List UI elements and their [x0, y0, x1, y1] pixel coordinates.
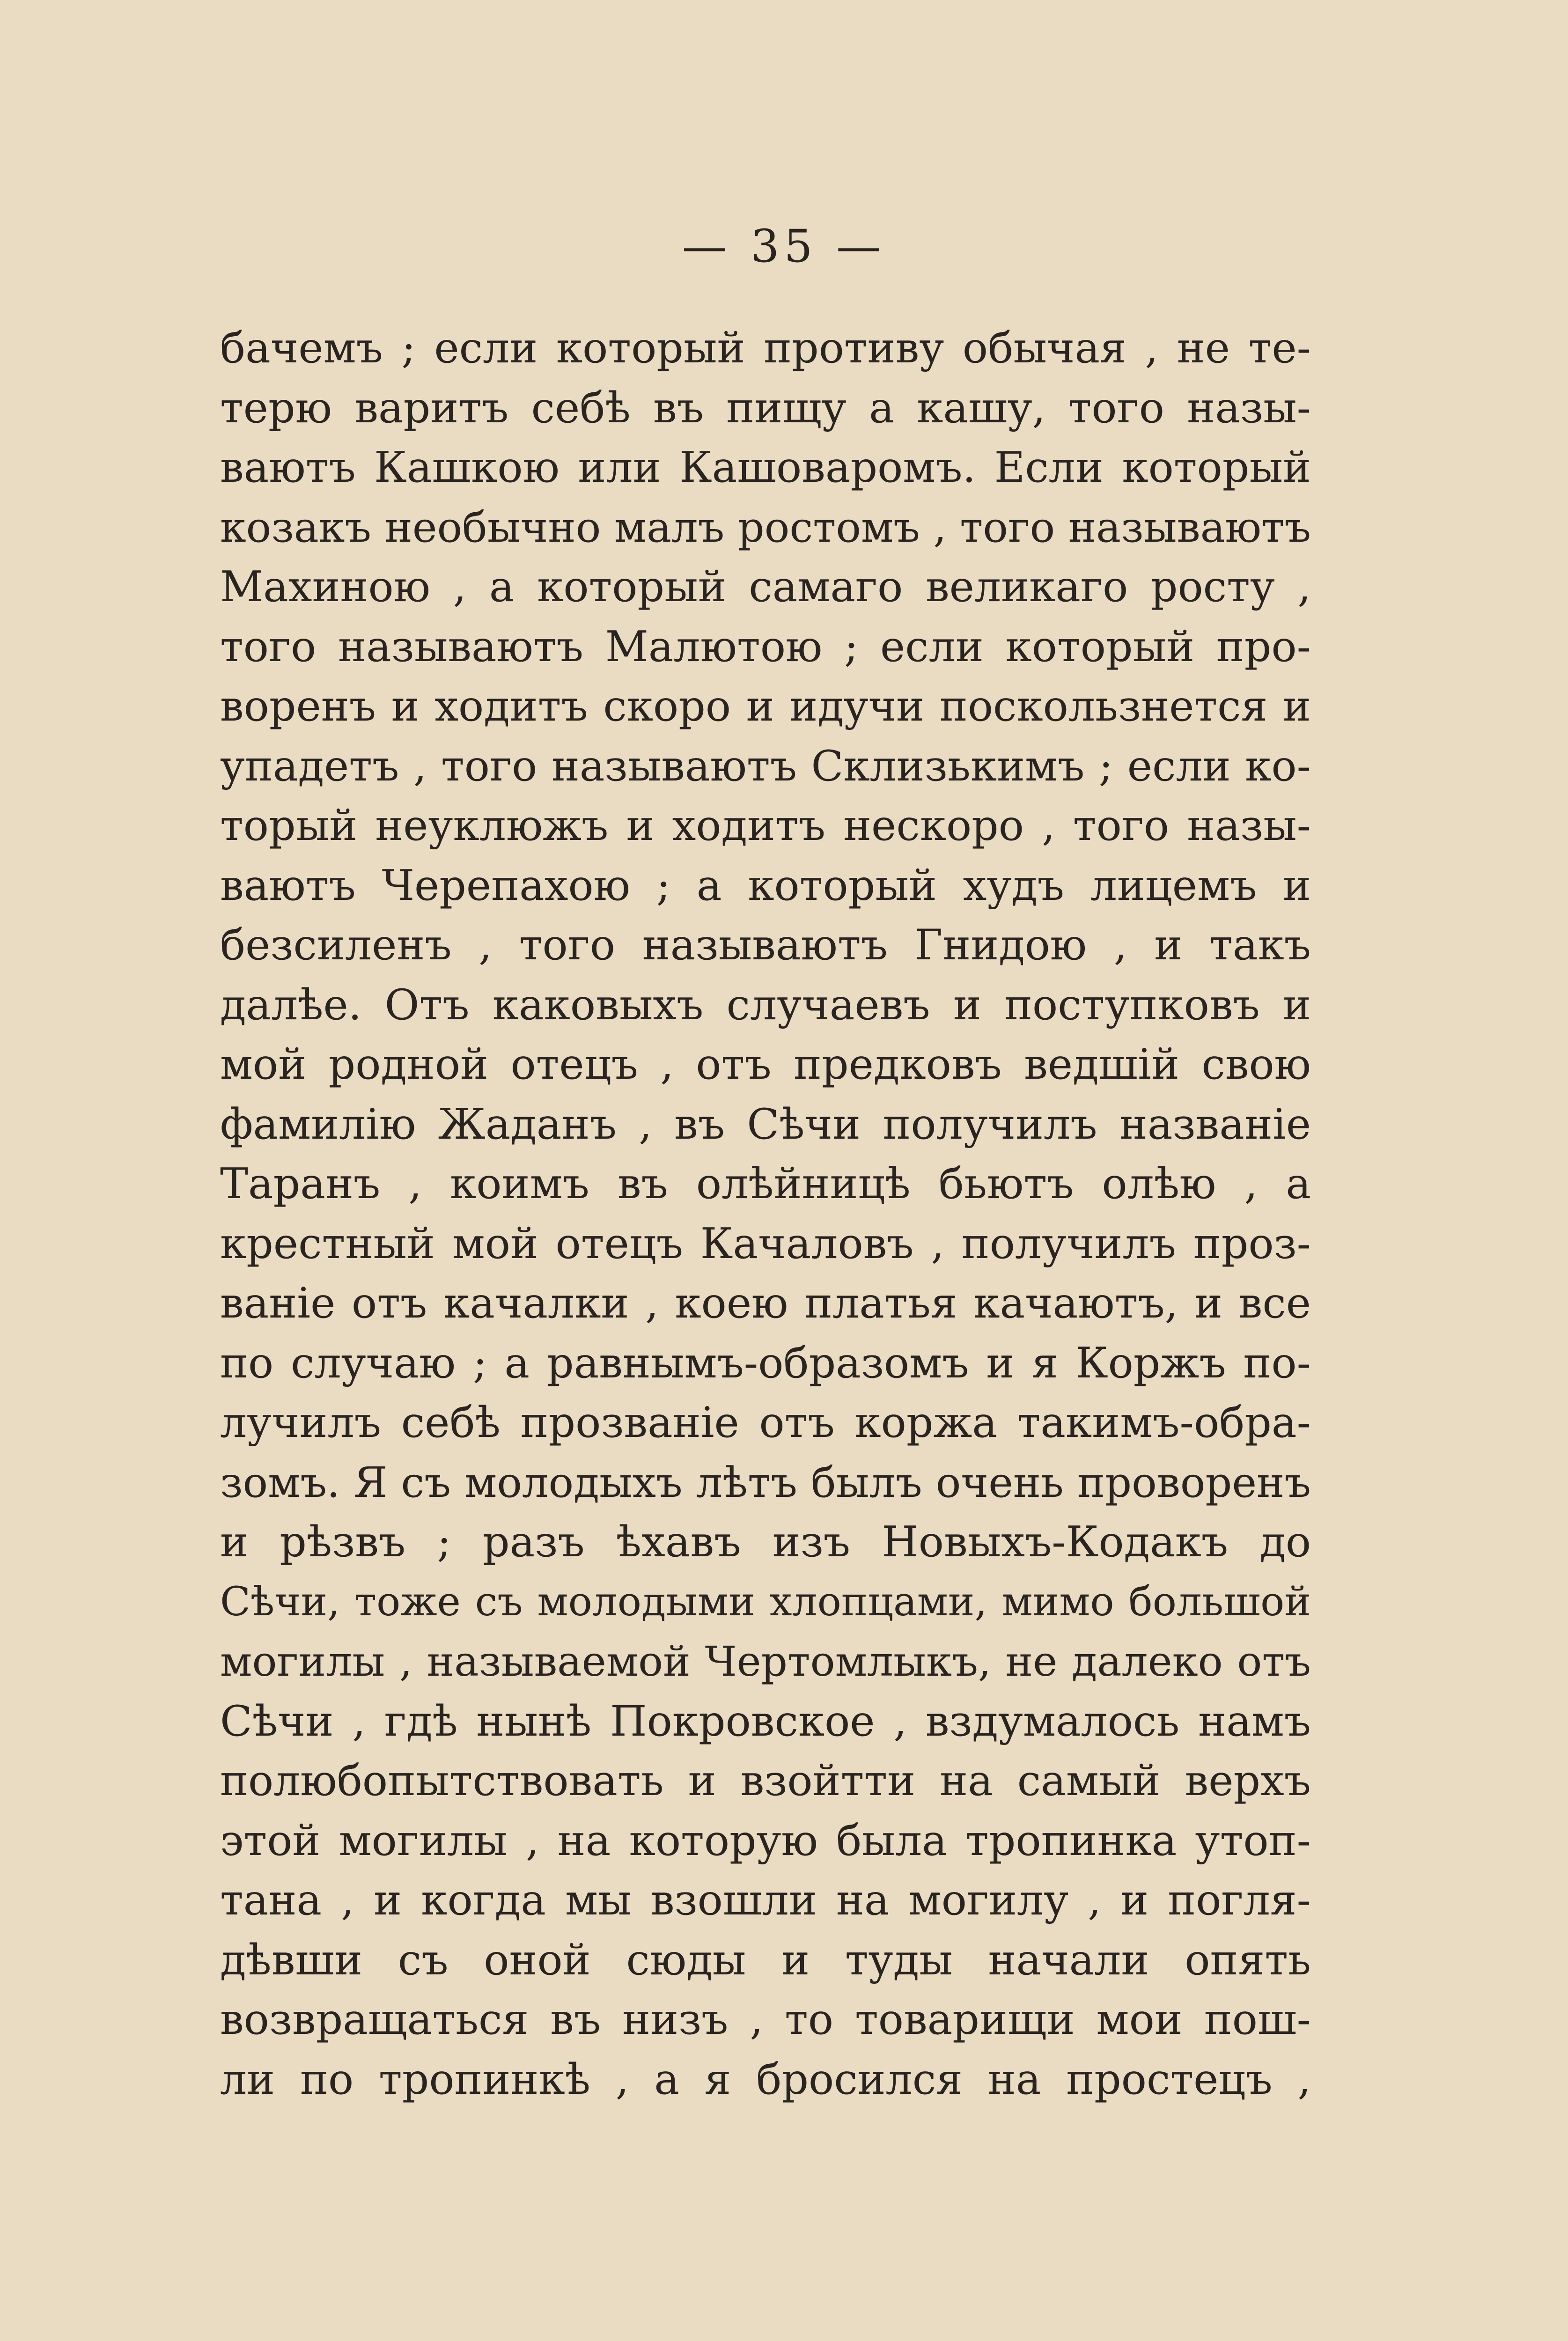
text-line: Сѣчи, тоже съ молодыми хлопцами, мимо большой	[220, 1578, 1311, 1625]
text-line: ваютъ Черепахою ; а который худъ лицемъ и	[220, 861, 1311, 910]
text-line: бачемъ ; если который противу обычая , не те-	[220, 324, 1311, 373]
page-number: — 35 —	[682, 220, 886, 272]
text-line: воренъ и ходитъ скоро и идучи поскользнется и	[220, 682, 1311, 731]
text-line: Таранъ , коимъ въ олѣйницѣ бьютъ олѣю , а	[220, 1159, 1311, 1208]
text-line: дѣвши съ оной сюды и туды начали опять	[220, 1935, 1311, 1985]
text-line: ли по тропинкѣ , а я бросился на простецъ ,	[220, 2054, 1311, 2104]
text-line: Сѣчи , гдѣ нынѣ Покровское , вздумалось намъ	[220, 1696, 1311, 1746]
text-line: и рѣзвъ ; разъ ѣхавъ изъ Новыхъ-Кодакъ до	[220, 1517, 1311, 1567]
text-line: безсиленъ , того называютъ Гнидою , и такъ	[220, 920, 1311, 970]
text-line: торый неуклюжъ и ходитъ нескоро , того назы-	[220, 801, 1311, 850]
text-line: терю варитъ себѣ въ пищу а кашу, того назы-	[220, 383, 1311, 433]
text-line: полюбопытствовать и взойтти на самый верхъ	[220, 1756, 1311, 1805]
text-line: упадетъ , того называютъ Склизькимъ ; если ко-	[220, 741, 1311, 791]
text-line: лучилъ себѣ прозваніе отъ коржа такимъ-обра-	[220, 1398, 1311, 1447]
text-line: по случаю ; а равнымъ-образомъ и я Коржъ по-	[220, 1338, 1311, 1388]
text-line: зомъ. Я съ молодыхъ лѣтъ былъ очень проворенъ	[220, 1458, 1311, 1507]
text-line: козакъ необычно малъ ростомъ , того называютъ	[220, 502, 1311, 552]
text-line: могилы , называемой Чертомлыкъ, не далеко отъ	[220, 1637, 1311, 1686]
text-line: фамилію Жаданъ , въ Сѣчи получилъ названіе	[220, 1099, 1311, 1149]
text-line: мой родной отецъ , отъ предковъ ведшій свою	[220, 1040, 1311, 1089]
text-line: того называютъ Малютою ; если который про-	[220, 622, 1311, 671]
text-line: этой могилы , на которую была тропинка утоп-	[220, 1816, 1311, 1865]
text-line: возвращаться въ низъ , то товарищи мои пош-	[220, 1995, 1311, 2044]
text-line: тана , и когда мы взошли на могилу , и погля-	[220, 1876, 1311, 1925]
text-line: крестный мой отецъ Качаловъ , получилъ проз-	[220, 1219, 1311, 1268]
body-text	[220, 318, 1311, 2109]
text-line: ваютъ Кашкою или Кашоваромъ. Если который	[220, 443, 1311, 492]
text-line: далѣе. Отъ каковыхъ случаевъ и поступковъ и	[220, 980, 1311, 1030]
text-line: ваніе отъ качалки , коею платья качаютъ, и все	[220, 1279, 1311, 1328]
text-line: Махиною , а который самаго великаго росту ,	[220, 562, 1311, 611]
